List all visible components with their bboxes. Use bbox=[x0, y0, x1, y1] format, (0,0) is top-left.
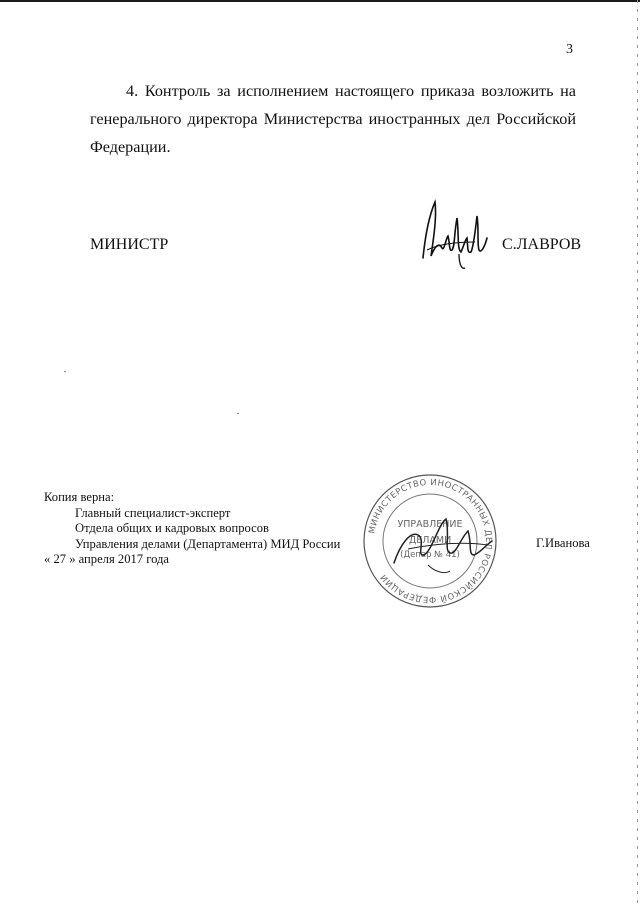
stamp-line-2: ДЕЛАМИ bbox=[408, 535, 452, 546]
scan-speck bbox=[237, 413, 239, 414]
copy-true-label: Копия верна: bbox=[44, 490, 115, 504]
order-clause-line-2: генерального директора Министерства иностранных дел Российской bbox=[90, 110, 576, 128]
certifier-name: Г.Иванова bbox=[536, 536, 590, 550]
minister-signature bbox=[415, 198, 497, 272]
signer-name: С.ЛАВРОВ bbox=[502, 236, 582, 253]
certifier-directorate: Управления делами (Департамента) МИД России bbox=[75, 536, 341, 551]
stamp-line-1: УПРАВЛЕНИЕ bbox=[397, 519, 463, 530]
order-clause bbox=[90, 77, 576, 161]
certifier-department: Отдела общих и кадровых вопросов bbox=[75, 521, 269, 535]
copy-certification bbox=[44, 490, 340, 568]
page-number: 3 bbox=[566, 42, 573, 57]
certification-date: « 27 » апреля 2017 года bbox=[44, 552, 170, 566]
certifier-position: Главный специалист-эксперт bbox=[75, 505, 231, 520]
page-right-edge bbox=[637, 0, 638, 905]
page-top-edge bbox=[0, 0, 640, 2]
scan-speck bbox=[64, 371, 66, 372]
stamp-line-3: (Депар № 41) bbox=[400, 550, 460, 560]
order-clause-line-3: Федерации. bbox=[90, 138, 171, 156]
order-clause-line-1: 4. Контроль за исполнением настоящего приказа возложить на bbox=[126, 82, 576, 100]
signer-title: МИНИСТР bbox=[90, 236, 169, 253]
stamp-outer-text: МИНИСТЕРСТВО ИНОСТРАННЫХ ДЕЛ РОССИЙСКОЙ ФЕДЕРАЦИИ bbox=[367, 477, 494, 605]
certifier-signature bbox=[388, 505, 498, 585]
